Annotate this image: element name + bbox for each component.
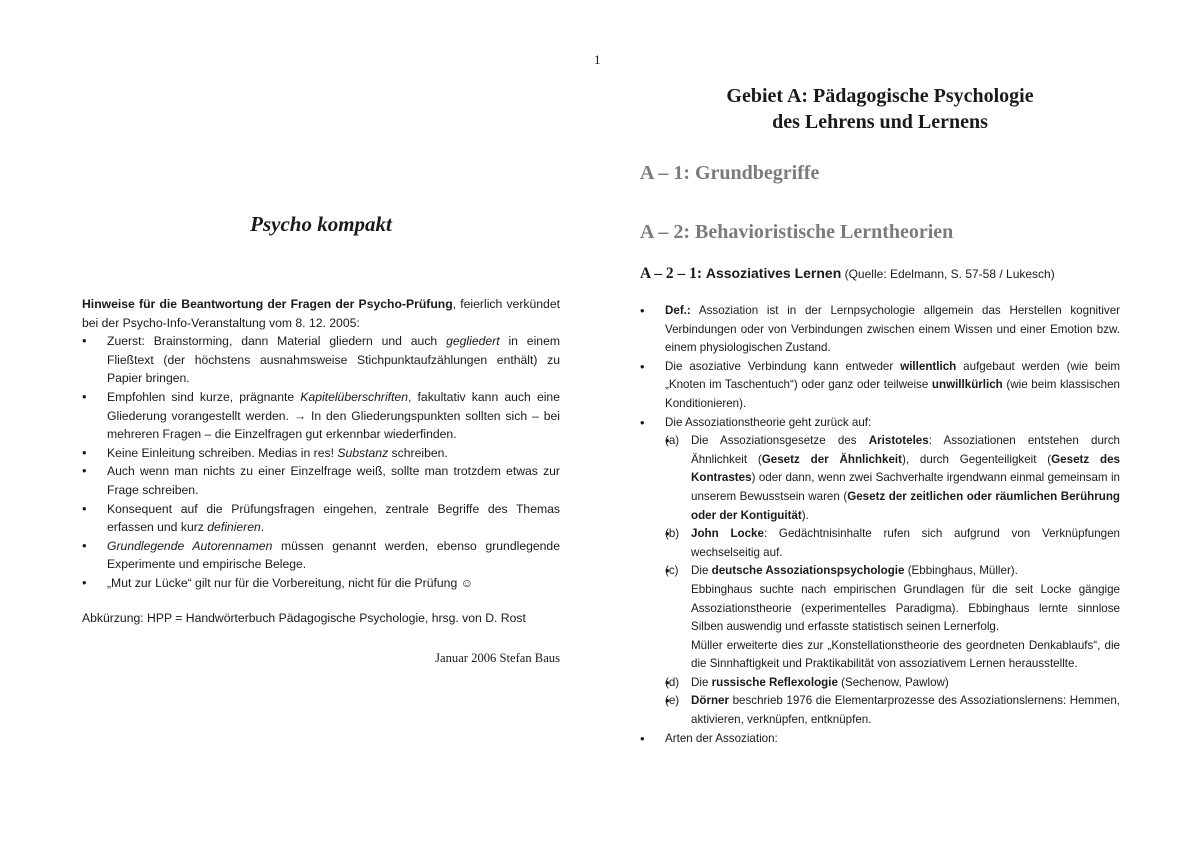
document-title: Psycho kompakt bbox=[250, 212, 392, 236]
heading-number: A – 2 – 1: bbox=[640, 265, 706, 282]
heading-a2-behavioristische-lerntheorien: A – 2: Behavioristische Lerntheorien bbox=[640, 221, 954, 243]
origin-text: Dörner beschrieb 1976 die Elementarprozesse des Assoziationslernens: Hemmen, aktivieren, verknüpfen, entknüpfen. bbox=[691, 694, 1120, 727]
content-list bbox=[640, 302, 1120, 748]
origin-marker: • (b) bbox=[665, 527, 680, 541]
origin-item bbox=[665, 525, 1120, 562]
origin-item bbox=[665, 432, 1120, 525]
italic-term: Substanz bbox=[337, 445, 389, 460]
origin-text: Die russische Reflexologie (Sechenow, Pawlow) bbox=[691, 675, 949, 689]
area-title bbox=[640, 83, 1120, 135]
origin-marker: • (a) bbox=[665, 434, 680, 448]
abbreviation-note: Abkürzung: HPP = Handwörterbuch Pädagogische Psychologie, hrsg. von D. Rost bbox=[82, 611, 526, 625]
bold-term: Gesetz der zeitlichen oder räumlichen Berührung oder der Kontiguität bbox=[691, 489, 1120, 522]
bold-term: Gesetz des Kontrastes bbox=[691, 452, 1120, 485]
content-item: • Arten der Assoziation: bbox=[640, 730, 1120, 749]
page-number: 1 bbox=[594, 52, 601, 67]
heading-title: Assoziatives Lernen bbox=[705, 265, 842, 281]
content-item: • Die asoziative Verbindung kann entweder willentlich aufgebaut werden (wie beim „Knoten im Taschentuch“) oder ganz oder teilweise unwillkürlich (wie beim klassischen Konditionieren). bbox=[640, 358, 1120, 414]
hint-item: • Keine Einleitung schreiben. Medias in res! Substanz schreiben. bbox=[82, 444, 560, 463]
italic-term: Grundlegende Autorennamen bbox=[107, 538, 273, 553]
hints-list bbox=[82, 332, 560, 592]
bold-term: John Locke bbox=[691, 527, 764, 541]
origin-item bbox=[665, 692, 1120, 729]
origin-item bbox=[665, 674, 1120, 693]
bold-term: Dörner bbox=[691, 694, 730, 708]
hints-intro bbox=[82, 295, 560, 332]
hint-item: • Konsequent auf die Prüfungsfragen eingehen, zentrale Begriffe des Themas erfassen und kurz definieren. bbox=[82, 500, 560, 537]
hints-intro-rest: , feierlich verkündet bei der Psycho-Info-Veranstaltung vom 8. 12. 2005: bbox=[82, 297, 560, 330]
origin-marker: • (e) bbox=[665, 694, 680, 708]
content-item bbox=[640, 414, 1120, 730]
italic-term: definieren bbox=[207, 520, 261, 535]
origin-sublist bbox=[665, 432, 1120, 730]
bold-term: russische Reflexologie bbox=[711, 675, 838, 689]
heading-source: (Quelle: Edelmann, S. 57-58 / Lukesch) bbox=[841, 267, 1055, 281]
area-title-line-2: des Lehrens und Lernens bbox=[772, 111, 988, 133]
exam-hints-section bbox=[82, 295, 560, 593]
content-item-definition: • Def.: Assoziation ist in der Lernpsychologie allgemein das Herstellen kognitiver Verbindungen oder von Verbindungen zwischen einem Wissen und einer Emotion bzw. einem physiologischen Zustand. bbox=[640, 302, 1120, 358]
heading-a1-grundbegriffe: A – 1: Grundbegriffe bbox=[640, 162, 820, 184]
bold-term: willentlich bbox=[900, 359, 957, 373]
content-item-text: Die Assoziationstheorie geht zurück auf: bbox=[665, 415, 872, 429]
origin-text: John Locke: Gedächtnisinhalte rufen sich aufgrund von Verknüpfungen wechselseitig auf. bbox=[691, 527, 1120, 559]
bold-term: unwillkürlich bbox=[931, 378, 1003, 392]
hint-item: • Auch wenn man nichts zu einer Einzelfrage weiß, sollte man trotzdem etwas zur Frage schreiben. bbox=[82, 462, 560, 499]
heading-a21-assoziatives-lernen bbox=[640, 265, 1055, 283]
italic-term: gegliedert bbox=[446, 334, 500, 349]
author-dateline: Januar 2006 Stefan Baus bbox=[435, 651, 560, 665]
origin-text: Die Assoziationsgesetze des Aristoteles: Assoziationen entstehen durch Ähnlichkeit (Gesetz der Ähnlichkeit), durch Gegenteiligkeit (Gesetz des Kontrastes) oder dann, wenn zwei Sachverhalte irgendwann einmal gemeinsam in unserem Bewusstsein waren (Gesetz der zeitlichen oder räumlichen Berührung oder der Kontiguität). bbox=[691, 434, 1120, 522]
origin-marker: • (d) bbox=[665, 675, 680, 689]
hint-item: • „Mut zur Lücke“ gilt nur für die Vorbereitung, nicht für die Prüfung ☺ bbox=[82, 574, 560, 593]
bold-term: deutsche Assoziationspsychologie bbox=[711, 564, 905, 578]
bold-term: Aristoteles bbox=[868, 434, 929, 448]
hint-item: • Zuerst: Brainstorming, dann Material gliedern und auch gegliedert in einem Fließtext (der höchstens ausnahmsweise Stichpunktaufzählungen enthält) zu Papier bringen. bbox=[82, 332, 560, 388]
origin-text: Die deutsche Assoziationspsychologie (Ebbinghaus, Müller). Ebbinghaus suchte nach empirischen Grundlagen für die seit Locke gängige Assoziationstheorie (experimentelles Paradigma). Ebbinghaus lernte sinnlose Silben auswendig und erfasste statistisch seinen Lernerfolg. Müller erweiterte dies zur „Konstellationstheorie des geordneten Denkablaufs“, die die Sinnhaftigkeit und Praktikabilität von assoziativem Lernen herausstellte. bbox=[691, 564, 1120, 671]
origin-item bbox=[665, 562, 1120, 674]
italic-term: Kapitelüberschriften bbox=[300, 389, 409, 404]
origin-marker: • (c) bbox=[665, 564, 679, 578]
area-title-line-1: Gebiet A: Pädagogische Psychologie bbox=[726, 85, 1034, 107]
hints-heading: Hinweise für die Beantwortung der Fragen der Psycho-Prüfung bbox=[82, 297, 453, 311]
hint-item: • Empfohlen sind kurze, prägnante Kapitelüberschriften, fakultativ kann auch eine Gliederung vorangestellt werden. → In den Gliederungspunkten sollten sich – bei mehreren Fragen – die Einzelfragen gut erkennbar wiederfinden. bbox=[82, 388, 560, 444]
hint-item: • Grundlegende Autorennamen müssen genannt werden, ebenso grundlegende Experimente und empirische Belege. bbox=[82, 537, 560, 574]
bold-term: Def.: bbox=[665, 304, 691, 317]
bold-term: Gesetz der Ähnlichkeit bbox=[761, 452, 902, 466]
